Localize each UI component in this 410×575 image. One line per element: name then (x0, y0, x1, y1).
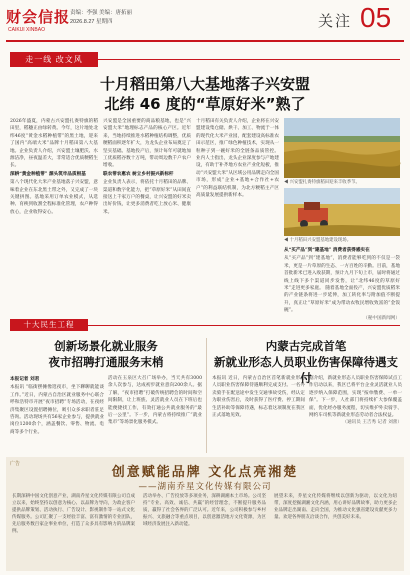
feature-section (6, 457, 404, 571)
section-name: 关注 (318, 12, 353, 30)
feature-col2: 活动举办、广告投放等多项业务，深耕湖湘本土市场。公司坚持“专业、高效、诚信、共赢”的经营理念，不断提升服务品质，赢得了社会各界的广泛认可。近年来，公司积极参与乡村振兴、文旅融合等重点项目，以创意激活地方文化资源，为区域经济发展注入新动能。 (143, 494, 266, 527)
banner-rule (98, 59, 400, 60)
harvest-photo (284, 188, 400, 236)
top-story-col3: 十月稻田有关负责人介绍，企业将在兴安盟建设集仓储、烘干、加工、物流于一体的现代化大米产业园，配套建设高标准农田示范区，推广绿色种植技术，实现从一粒种子到一碗好米的全链条品质管控。 业内人士指出，龙头企业深度参与产地建设，有助于补齐地方农业产业化短板，推动“兴安盟大米”从区域公用品牌走向全国市场，形成“企业+基地+合作社+农户”的利益联结机制，为北方粳稻主产区高质量发展提供新样本。 (196, 119, 279, 199)
feature-col1: 长期深耕中国文化创意产业，湖南乔星文化传媒有限公司自成立以来，始终坚持以创意为核心、以品牌为导向，为政企客户提供品牌策划、活动执行、广告设计、影视制作等一站式文化传媒服务。公司汇聚了一支经验丰富、富有激情的专业团队，先后服务数百家企事业单位，打造了众多具有影响力的品牌案例。 (12, 494, 135, 534)
masthead (0, 0, 410, 46)
top-headline-line2: 北纬 46 度的“草原好米”熟了 (104, 95, 306, 113)
left-story-col2: 活动在玉泉区大召广场举办，当天共有3000余人次参与，达成初步就业意向200余人。据了解，“夜市招聘”打破传统招聘会的时间和空间限制，让上班族、灵活就业人员在下班后也能便捷找工作，有效打通公共就业服务的“最后一公里”。下一步，内蒙古将持续推广“就业集市”等场景化服务模式。 (108, 376, 202, 426)
date-line: 2026.8.27 星期四 (70, 19, 113, 25)
photo-caption1: ◀ 兴安盟扎赉特旗稻田迎来丰收季节。 (284, 179, 360, 184)
top-story-byline: （秘中国新闻网） (363, 315, 400, 321)
rice-field-photo (284, 118, 400, 178)
section-bar-rule (88, 325, 400, 326)
feature-subtitle: ——湖南乔星文化传媒有限公司 (138, 482, 272, 492)
top-headline-line1: 十月稻田第八大基地落子兴安盟 (99, 75, 310, 93)
rice-field-image (284, 118, 400, 178)
right-story-byline: （通讯员 王吉秀 记者 刘蕾） (342, 420, 402, 426)
harvest-image (284, 188, 400, 236)
story-divider (206, 338, 207, 453)
left-story-byline: 本报记者 刘君 (10, 377, 40, 382)
right-story-col1: 本报讯 近日，内蒙古自治区首笔新就业形态人员职业伤害保障待遇顺利完成支付。一名外卖骑手在配送途中发生交通事故受伤，经认定为职业伤害后，及时获得了医疗费、停工期间生活补助等保障待遇，标志着这项制度在我区正式落地见效。 (212, 376, 305, 419)
newspaper-logo: 财会信报 (6, 8, 71, 26)
left-headline: 创新场景化就业服务 夜市招聘打通服务末梢 (48, 339, 164, 369)
top-story-subhead3: 从“买产品”到“建基地” 消费者获得感实在 (284, 248, 370, 253)
logo-subtitle: CAIKUI XINBAO (8, 27, 45, 33)
top-story-subhead2: 联农带农惠农 树立乡村振兴新标杆 (103, 171, 174, 177)
page-number: 05 (360, 2, 392, 33)
photo-caption2: ◀ 十月稻田兴安盟基地建设现场。 (284, 237, 352, 242)
top-story-col1: 2026年盛夏，内蒙古兴安盟扎赉特旗的稻田里，稻穗正由绿转黄。今年，这片地处北纬46度“黄金水稻种植带”的黑土地，迎来了国内“高端大米”品牌十月稻田第八大基地。企业负责人介绍，兴安盟土壤肥沃、水源洁净，昼夜温差大，非常适合优质粳稻生长。 深耕“黄金种植带” 源头筑牢品质根基 第八个现代化大米产业基地落子兴安盟，意味着企业在东北黑土带之外，又完成了一块关键拼图。基地采用订单农业模式，从选种、育秧到收割全程标准化管理，农户种得放心，企业收得安心。 (10, 119, 98, 215)
feature-col3: 展望未来，乔星文化传媒将继续以创新为驱动，以文化为纽带，深度挖掘湖湘文化内涵，用心讲好品牌故事，助力更多企业品牌走出湖南、走向全国，为推动文化强省建设贡献更多力量。欢迎各界朋友洽谈合作，共创美好未来。 (274, 494, 397, 520)
top-headline (30, 74, 380, 114)
left-story-col1: 本报记者 刘君 本报讯 “临街摆摊像逛夜市，坐下聊聊就能谈工作。”近日，内蒙古自治区就业服务中心联合呼和浩特市开展“夜市招聘”专场活动，在夜经济集聚区设置招聘摊位，吸引众多求职者驻足咨询。活动现场共有56家企业参与，提供就业岗位1200余个，涵盖餐饮、零售、物流、电商等多个行业。 (10, 377, 104, 435)
section-bar (10, 319, 400, 331)
feature-tag: 广告 (10, 461, 21, 467)
masthead-info (70, 9, 132, 27)
top-story-subhead1: 深耕“黄金种植带” 源头筑牢品质根基 (10, 171, 86, 177)
masthead-divider (6, 40, 404, 42)
top-story-col2: 兴安盟是全国重要的商品粮基地，也是“兴安盟大米”地理标志产品的核心产区。近年来，当地持续推进水稻种植结构调整，优质粳稻面积逐年扩大，为龙头企业布局奠定了坚实基础。基地投产后，预计每年可就地加工优质稻谷数十万吨，带动周边数千户农户增收。 联农带农惠农 树立乡村振兴新标杆 企业负责人表示，将依托十月稻田的品牌、渠道和数字化能力，把“草原好米”从田间直接送上千家万户的餐桌，让兴安盟的好米卖出好价钱，让更多消费者吃上放心米、健康米。 (103, 119, 191, 215)
top-story-col4: 从“买产品”到“建基地” 消费者获得感实在 从“买产品”到“建基地”，消费者能够吃到的不仅是一袋米，更是一片草原的生态、一方百姓的辛勤。目前，基地首批新米已进入收获期，预计九月下旬上市，届时将通过线上线下多个渠道同步发售，让“北纬46度的草原好米”走进更多家庭。 随着基地全面投产，兴安盟优质稻米的产业链条将进一步延伸，加工转化率与附加值不断提升，真正让“草原好米”成为带动农牧民增收致富的“金饭碗”。 （秘中国新闻网） (284, 248, 400, 321)
column-banner: 走一线 改文风 (10, 52, 98, 67)
editor-line: 责编：李强 美编：唐拓丽 (70, 10, 133, 16)
right-headline: 内蒙古完成首笔 新就业形态人员职业伤害保障待遇支付 (214, 339, 398, 385)
feature-title: 创意赋能品牌 文化点亮湘楚 (111, 465, 299, 480)
section-bar-label: 十大民生工程 (10, 319, 88, 331)
right-story-col2: 据介绍，新就业形态人员职业伤害保障试点工作启动以来，我区已将平台企业灵活就业人员逐步纳入保障范围，实现“按单缴费、一单一保”。下一步，人社部门将持续扩大参保覆盖面，优化经办服务流程，切实维护外卖骑手、网约车司机等新就业形态劳动者合法权益。 （通讯员 王吉秀 记者 刘蕾） (309, 376, 402, 426)
